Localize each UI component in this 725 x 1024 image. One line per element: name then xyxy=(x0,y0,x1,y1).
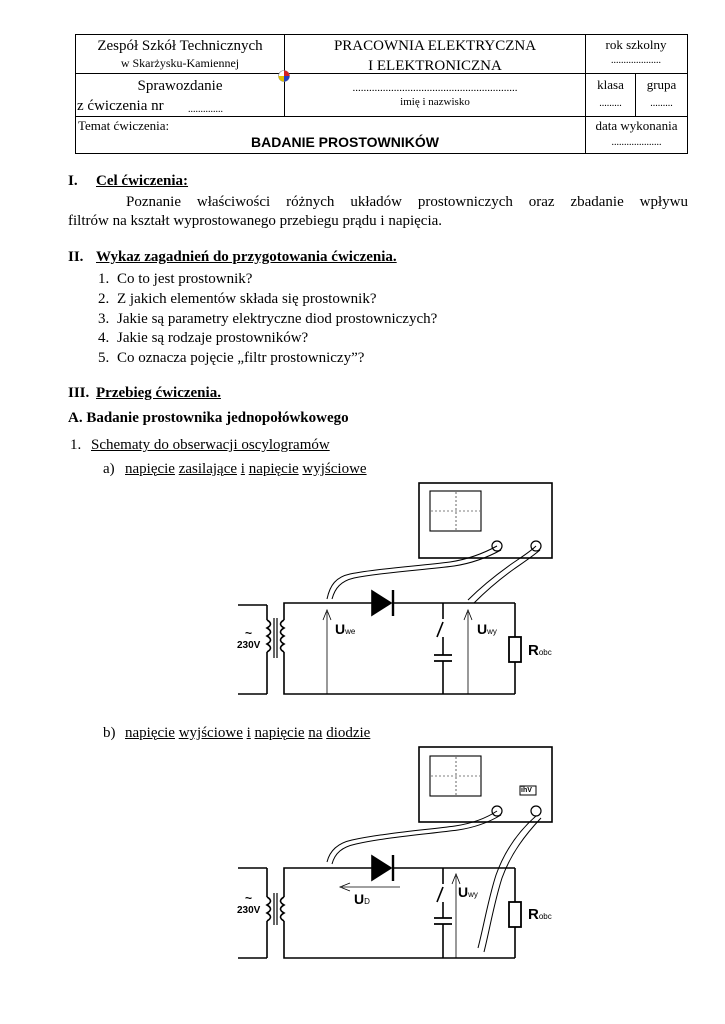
scope-badge-label: ihV xyxy=(521,787,532,794)
list-item-number: 4. xyxy=(98,330,110,346)
supply-voltage-label: 230V xyxy=(237,905,261,916)
exercise-number-field[interactable]: .............. xyxy=(188,104,223,115)
list-item-number: 5. xyxy=(98,350,110,366)
lab-name-line1: PRACOWNIA ELEKTRYCZNA xyxy=(333,38,537,54)
supply-tilde: ~ xyxy=(245,891,253,905)
section1-text-line1: Poznanie właściwości różnych układów prostowniczych oraz zbadanie wpływu xyxy=(126,194,688,210)
list-item: Jakie są rodzaje prostowników? xyxy=(117,330,309,346)
list-item-number: 1. xyxy=(98,271,110,287)
date-field[interactable]: .................... xyxy=(611,137,662,148)
class-label: klasa xyxy=(597,77,624,92)
section1-title: Cel ćwiczenia: xyxy=(96,173,189,189)
variant-b-caption: napięcie wyjściowe i napięcie na diodzie xyxy=(125,725,371,741)
section2-number: II. xyxy=(68,249,84,265)
date-label: data wykonania xyxy=(595,118,678,133)
list-item: Co oznacza pojęcie „filtr prostowniczy”? xyxy=(117,350,365,366)
supply-voltage-label: 230V xyxy=(237,640,261,651)
school-name: Zespół Szkół Technicznych xyxy=(97,38,263,54)
probe-socket-2 xyxy=(531,806,541,816)
diode-voltage-label: UD xyxy=(354,891,370,907)
school-year-field[interactable]: .................... xyxy=(611,55,661,66)
section3-number: III. xyxy=(68,385,90,401)
input-voltage-label: Uwe xyxy=(335,621,356,637)
step1-title: Schematy do obserwacji oscylogramów xyxy=(91,437,330,453)
output-voltage-label: Uwy xyxy=(477,621,497,637)
student-name-label: imię i nazwisko xyxy=(400,96,470,108)
output-voltage-label: Uwy xyxy=(458,884,478,900)
group-field[interactable]: ......... xyxy=(650,98,673,109)
step1-number: 1. xyxy=(70,437,82,453)
report-label: Sprawozdanie xyxy=(137,78,223,94)
school-year-label: rok szkolny xyxy=(605,37,667,52)
load-resistor-label: Robc xyxy=(528,642,552,659)
variant-a-label: a) xyxy=(103,461,115,477)
topic-title: BADANIE PROSTOWNIKÓW xyxy=(251,134,439,150)
list-item-number: 2. xyxy=(98,291,110,307)
list-item-number: 3. xyxy=(98,311,110,327)
list-item: Z jakich elementów składa się prostownik? xyxy=(117,291,377,307)
variant-b-label: b) xyxy=(103,725,116,741)
load-resistor-label: Robc xyxy=(528,906,552,923)
topic-label: Temat ćwiczenia: xyxy=(78,118,170,133)
section1-number: I. xyxy=(68,173,78,189)
student-name-field[interactable]: ............................................................ xyxy=(352,82,518,94)
list-item: Jakie są parametry elektryczne diod prostowniczych? xyxy=(117,311,438,327)
lab-name-line2: I ELEKTRONICZNA xyxy=(368,58,502,74)
class-field[interactable]: ......... xyxy=(599,98,622,109)
section3-title: Przebieg ćwiczenia. xyxy=(96,385,221,401)
exercise-number-label: z ćwiczenia nr xyxy=(77,98,164,114)
variant-a-caption: napięcie zasilające i napięcie wyjściowe xyxy=(125,461,367,477)
subsection-a-title: A. Badanie prostownika jednopołówkowego xyxy=(68,410,349,426)
group-label: grupa xyxy=(646,77,677,92)
section1-text-line2: filtrów na kształt wyprostowanego przebiegu prądu i napięcia. xyxy=(68,213,443,229)
section2-title: Wykaz zagadnień do przygotowania ćwiczenia. xyxy=(96,249,397,265)
supply-tilde: ~ xyxy=(245,626,253,640)
school-city: w Skarżysku-Kamiennej xyxy=(120,56,240,70)
oscilloscope-body xyxy=(419,747,552,822)
list-item: Co to jest prostownik? xyxy=(117,271,253,287)
